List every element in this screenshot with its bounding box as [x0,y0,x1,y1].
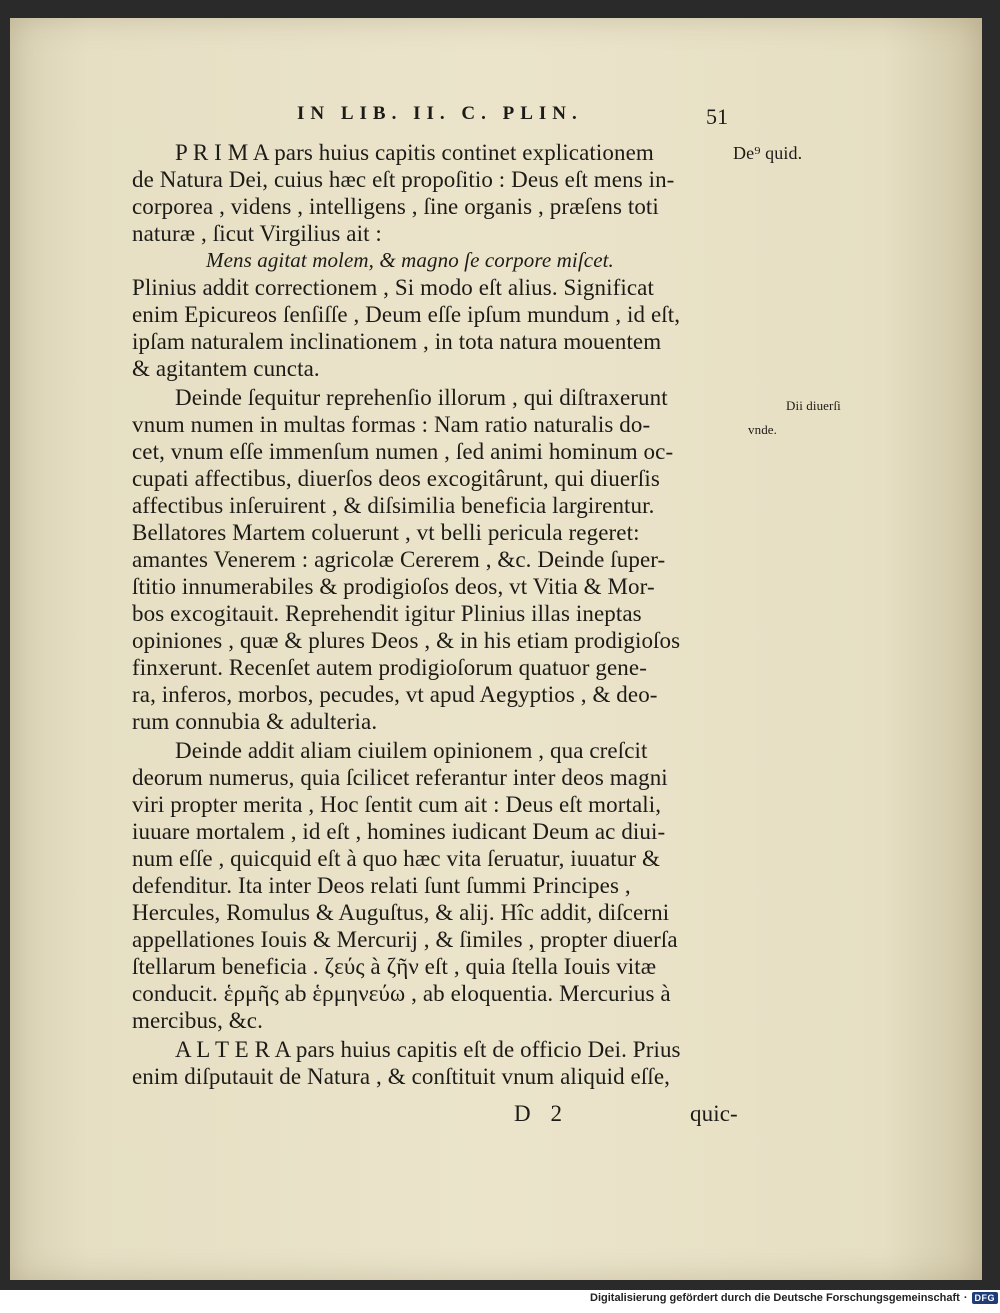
text-line: A L T E R A pars huius capitis eſt de officio Dei. Prius [175,1037,681,1062]
verse-quotation: Mens agitat molem, & magno ſe corpore miſcet. [206,248,614,272]
digitization-note: Digitalisierung gefördert durch die Deutsche Forschungsgemeinschaft [590,1292,960,1304]
text-line: num eſſe , quicquid eſt à quo hæc vita ſeruatur, iuuatur & [132,846,660,871]
digitization-credit [590,1292,998,1304]
text-line: corporea , videns , intelligens , ſine organis , præſens toti [132,194,659,219]
catchword: quic- [690,1101,738,1126]
text-line: defenditur. Ita inter Deos relati ſunt ſummi Principes , [132,873,631,898]
page-number: 51 [706,104,729,129]
text-line: rum connubia & adulteria. [132,709,378,734]
marginal-note-dii-diuersi: Dii diuerſi [786,398,841,413]
text-line: conducit. ἑρμῆς ab ἑρμηνεύω , ab eloquentia. Mercurius à [132,981,671,1006]
text-line: enim diſputauit de Natura , & conſtituit vnum aliquid eſſe, [132,1064,670,1089]
text-line: bos excogitauit. Reprehendit igitur Plinius illas ineptas [132,601,642,626]
text-line: appellationes Iouis & Mercurij , & ſimiles , propter diuerſa [132,927,678,952]
text-line: iuuare mortalem , id eſt , homines iudicant Deum ac diui- [132,819,666,844]
text-line: & agitantem cuncta. [132,356,320,381]
text-line: de Natura Dei, cuius hæc eſt propoſitio : Deus eſt mens in- [132,167,675,192]
marginal-note-vnde: vnde. [748,422,778,437]
marginal-note-de-quid: De⁹ quid. [733,143,803,163]
text-line: Hercules, Romulus & Auguſtus, & alij. Hîc addit, diſcerni [132,900,670,925]
text-line: P R I M A pars huius capitis continet explicationem [175,140,654,165]
text-line: amantes Venerem : agricolæ Cererem , &c. Deinde ſuper- [132,547,666,572]
running-title: IN LIB. II. C. PLIN. [297,103,583,124]
text-line: viri propter merita , Hoc ſentit cum ait : Deus eſt mortali, [132,792,662,817]
text-line: cet, vnum eſſe immenſum numen , ſed animi hominum oc- [132,439,674,464]
text-line: finxerunt. Recenſet autem prodigioſorum quatuor gene- [132,655,647,680]
book-page [10,18,982,1280]
separator: · [963,1292,968,1304]
text-line: vnum numen in multas formas : Nam ratio naturalis do- [132,412,651,437]
text-line: opiniones , quæ & plures Deos , & in his etiam prodigioſos [132,628,681,653]
text-line: cupati affectibus, diuerſos deos excogitârunt, qui diuerſis [132,466,660,491]
signature-mark: D 2 [514,1101,563,1126]
text-line: enim Epicureos ſenſiſſe , Deum eſſe ipſum mundum , id eſt, [132,302,681,327]
text-line: Deinde ſequitur reprehenſio illorum , qui diſtraxerunt [175,385,668,410]
text-line: ſtitio innumerabiles & prodigioſos deos, vt Vitia & Mor- [132,574,655,599]
text-line: Plinius addit correctionem , Si modo eſt alius. Significat [132,275,654,300]
dfg-logo: DFG [972,1292,999,1304]
text-line: affectibus inſeruirent , & diſsimilia beneficia largirentur. [132,493,655,518]
text-line: Deinde addit aliam ciuilem opinionem , qua creſcit [175,738,648,763]
text-line: ipſam naturalem inclinationem , in tota natura mouentem [132,329,662,354]
text-line: Bellatores Martem coluerunt , vt belli pericula regeret: [132,520,640,545]
text-line: deorum numerus, quia ſcilicet referantur inter deos magni [132,765,668,790]
text-line: ra, inferos, morbos, pecudes, vt apud Aegyptios , & deo- [132,682,658,707]
text-line: ſtellarum beneficia . ζεύς à ζῆν eſt , quia ſtella Iouis vitæ [132,954,657,979]
text-line: naturæ , ſicut Virgilius ait : [132,221,382,246]
text-line: mercibus, &c. [132,1008,263,1033]
